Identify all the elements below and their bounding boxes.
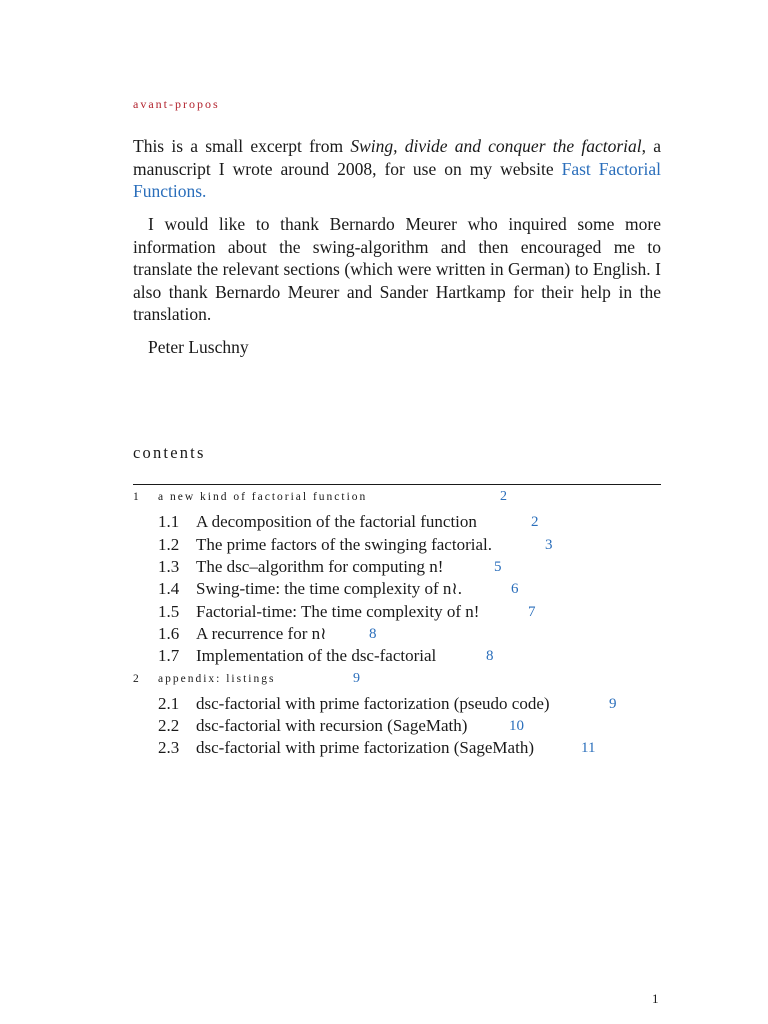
toc-entry-title: A decomposition of the factorial function xyxy=(196,512,477,531)
toc-page-link[interactable]: 5 xyxy=(494,559,502,575)
toc-entry-title: a new kind of factorial function xyxy=(158,491,368,503)
toc-entry-title: dsc-factorial with prime factorization (pseudo code) xyxy=(196,694,550,713)
intro-paragraph xyxy=(133,135,661,203)
thanks-paragraph: I would like to thank Bernardo Meurer who inquired some more information about the swing-algorithm and then encouraged me to translate the relevant sections (which were written in German) to English. I also thank Bernardo Meurer and Sander Hartkamp for their help in the translation. xyxy=(133,214,661,324)
toc-entry-number: 2.3 xyxy=(158,738,180,757)
toc-entry-title: dsc-factorial with recursion (SageMath) xyxy=(196,716,468,735)
toc-entry-title: The dsc–algorithm for computing n! xyxy=(196,557,444,576)
toc-page-link[interactable]: 7 xyxy=(528,604,536,620)
toc-page-link[interactable]: 9 xyxy=(353,671,360,686)
toc-entry-number: 2.1 xyxy=(158,694,180,713)
avant-propos-heading: avant-propos xyxy=(133,97,220,111)
toc-page-link[interactable]: 9 xyxy=(609,696,617,712)
toc-entry-number: 1.4 xyxy=(158,579,180,598)
toc-page-link[interactable]: 8 xyxy=(486,648,494,664)
toc-page-link[interactable]: 10 xyxy=(509,718,524,734)
intro-text-middle: , a manuscript I wrote around 2008, for use on my website xyxy=(133,136,661,179)
page-number: 1 xyxy=(652,991,659,1006)
toc-entry-title: Swing-time: the time complexity of n≀. xyxy=(196,579,463,598)
toc-entry-number: 1.1 xyxy=(158,512,180,531)
intro-text-start: This is a small excerpt from xyxy=(133,136,351,156)
toc-entry-number: 1 xyxy=(133,491,141,503)
toc-page-link[interactable]: 2 xyxy=(500,489,507,504)
toc-entry-number: 1.6 xyxy=(158,624,180,643)
toc-entry-number: 1.3 xyxy=(158,557,180,576)
toc-entry-title: The prime factors of the swinging factorial. xyxy=(196,535,492,554)
toc-entry-title: dsc-factorial with prime factorization (SageMath) xyxy=(196,738,534,757)
toc-entry-title: Factorial-time: The time complexity of n! xyxy=(196,602,480,621)
toc-entry-number: 1.5 xyxy=(158,602,180,621)
toc-page-link[interactable]: 2 xyxy=(531,514,539,530)
author-signature: Peter Luschny xyxy=(148,337,249,357)
toc-page-link[interactable]: 3 xyxy=(545,537,553,553)
toc-entry-number: 2.2 xyxy=(158,716,180,735)
contents-heading: contents xyxy=(133,443,206,462)
website-link[interactable]: Fast Factorial Functions. xyxy=(133,158,661,201)
toc-page-link[interactable]: 8 xyxy=(369,626,377,642)
toc-entry-title: Implementation of the dsc-factorial xyxy=(196,646,437,665)
toc-page-link[interactable]: 6 xyxy=(511,581,519,597)
manuscript-title: Swing, divide and conquer the factorial xyxy=(350,136,642,156)
toc-entry-number: 2 xyxy=(133,673,141,685)
toc-page-link[interactable]: 11 xyxy=(581,740,596,756)
toc-entry-number: 1.7 xyxy=(158,646,180,665)
contents-rule xyxy=(133,484,661,485)
toc-entry-number: 1.2 xyxy=(158,535,180,554)
toc-entry-title: A recurrence for n≀ xyxy=(196,624,327,643)
toc-entry-title: appendix: listings xyxy=(158,673,276,685)
